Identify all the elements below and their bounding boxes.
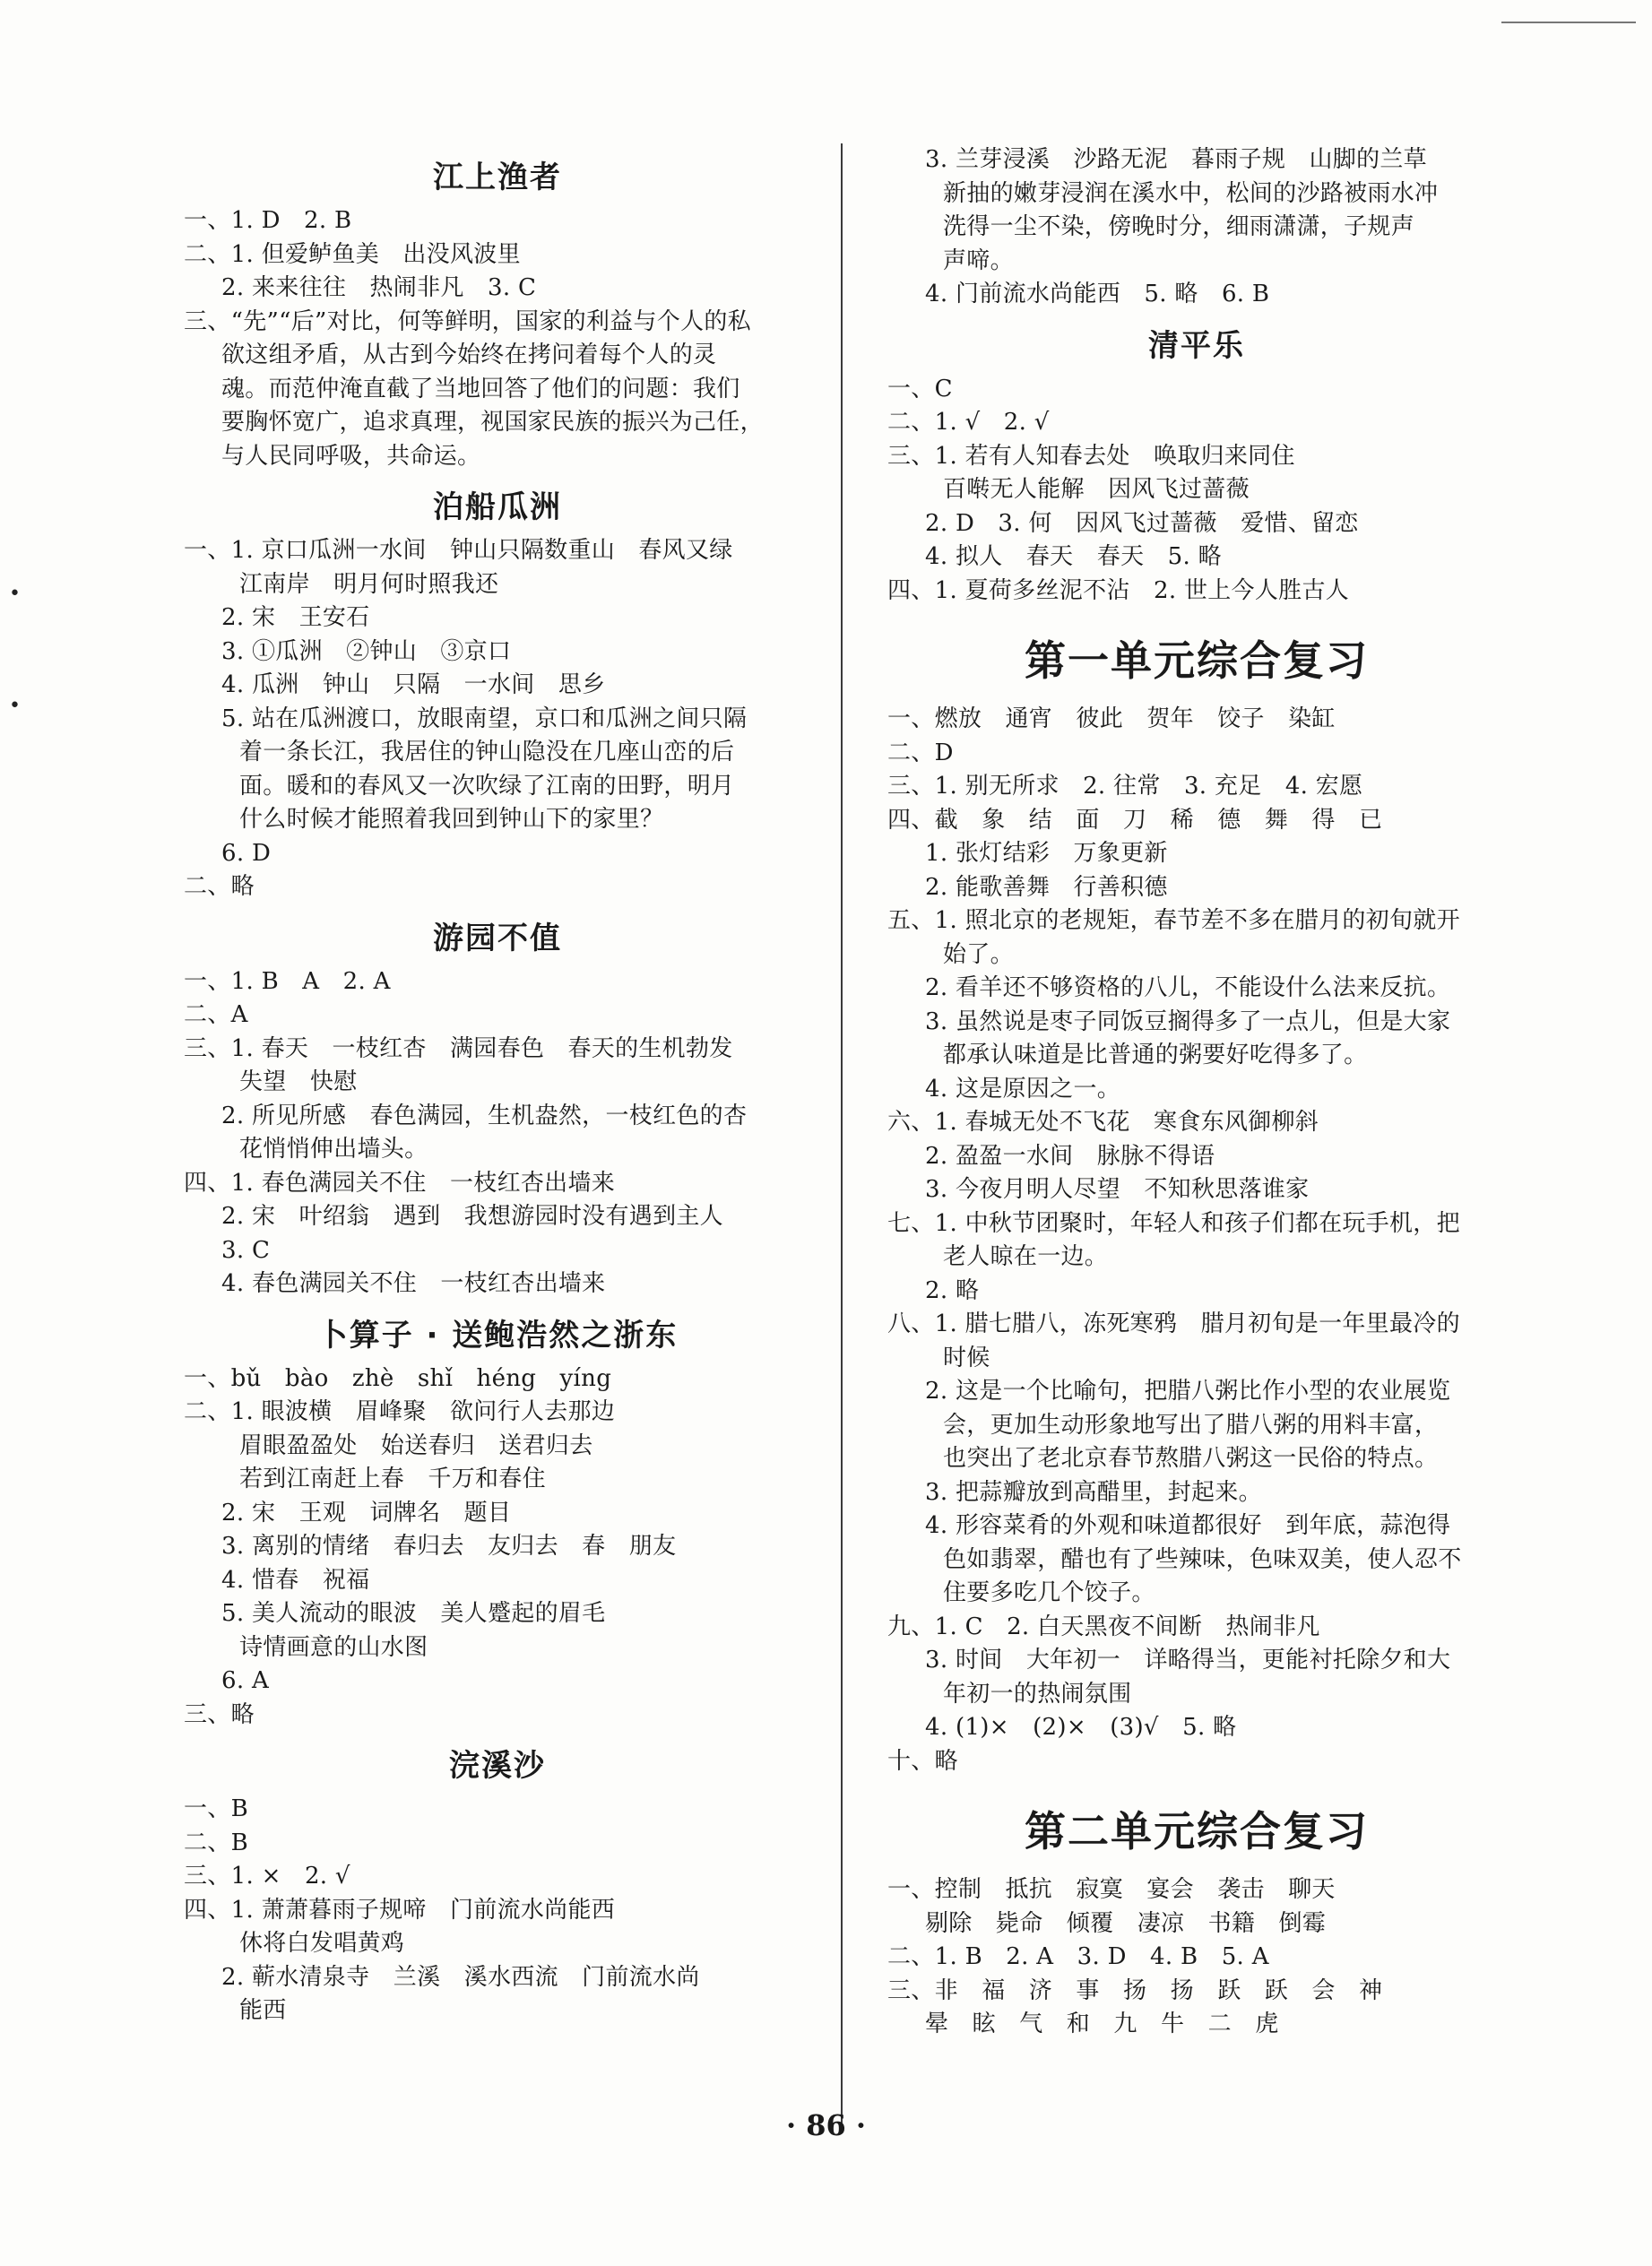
answer-line: 色如翡翠，醋也有了些辣味，色味双美，使人忍不 (943, 1545, 1462, 1573)
answer-line: 四、1. 春色满园关不住 一枝红杏出墙来 (184, 1169, 616, 1197)
answer-line: 晕 眩 气 和 九 牛 二 虎 (925, 2011, 1279, 2037)
answer-line: 6. D (221, 839, 272, 867)
section-title: 江上渔者 (433, 160, 562, 195)
answer-line: 4. 形容菜肴的外观和味道都很好 到年底，蒜泡得 (925, 1512, 1451, 1539)
answer-line: 4. 门前流水尚能西 5. 略 6. B (925, 281, 1270, 307)
answer-line: 2. 来来往往 热闹非凡 3. C (221, 274, 537, 301)
answer-block (184, 965, 811, 1302)
answer-line: 2. 宋 叶绍翁 遇到 我想游园时没有遇到主人 (221, 1203, 723, 1230)
answer-line: 江南岸 明月何时照我还 (239, 570, 499, 598)
answer-line: 二、1. 但爱鲈鱼美 出没风波里 (184, 240, 521, 268)
answer-line: 3. ①瓜洲 ②钟山 ③京口 (221, 637, 512, 665)
answer-block (887, 373, 1506, 609)
answer-line: 六、1. 春城无处不飞花 寒食东风御柳斜 (887, 1109, 1319, 1136)
answer-line: 十、略 (887, 1747, 958, 1775)
answer-line: 4. 瓜洲 钟山 只隔 一水间 思乡 (221, 671, 606, 698)
answer-line: 2. 盈盈一水间 脉脉不得语 (925, 1142, 1215, 1170)
answer-line: 欲这组矛盾，从古到今始终在拷问着每个人的灵 (221, 342, 717, 368)
answer-line: 都承认味道是比普通的粥要好吃得多了。 (943, 1042, 1368, 1068)
answer-line: 2. 略 (925, 1276, 980, 1304)
answer-line: 休将白发唱黄鸡 (239, 1930, 405, 1957)
answer-line: 二、1. B 2. A 3. D 4. B 5. A (887, 1943, 1269, 1970)
answer-line: 二、D (887, 739, 954, 766)
answer-line: 洗得一尘不染，傍晚时分，细雨潇潇，子规声 (943, 213, 1415, 240)
answer-line: 能西 (239, 1997, 287, 2024)
answer-line: 三、1. × 2. √ (184, 1863, 350, 1890)
answer-line: 二、略 (184, 873, 255, 900)
answer-line: 九、1. C 2. 白天黑夜不间断 热闹非凡 (887, 1613, 1320, 1640)
answer-line: 要胸怀宽广，追求真理，视国家民族的振兴为己任， (221, 409, 764, 436)
answer-line: 眉眼盈盈处 始送春归 送君归去 (239, 1431, 593, 1459)
unit-title: 第一单元综合复习 (1025, 636, 1369, 685)
answer-line: 2. 宋 王安石 (221, 604, 370, 631)
answer-line: 面。暖和的春风又一次吹绿了江南的田野，明月 (239, 772, 735, 800)
answer-line: 八、1. 腊七腊八，冻死寒鸦 腊月初旬是一年里最冷的 (887, 1310, 1460, 1337)
answer-line: 诗情画意的山水图 (239, 1633, 428, 1661)
answer-line: 一、C (887, 375, 953, 402)
answer-line: 二、1. √ 2. √ (887, 409, 1050, 436)
answer-line: 老人晾在一边。 (943, 1243, 1109, 1270)
answer-line: 花悄悄伸出墙头。 (239, 1136, 428, 1163)
unit-title: 第二单元综合复习 (1025, 1807, 1369, 1855)
answer-line: 二、1. 眼波横 眉峰聚 欲问行人去那边 (184, 1398, 616, 1425)
answer-line: 四、截 象 结 面 刀 稀 德 舞 得 已 (887, 806, 1383, 834)
answer-block (887, 703, 1506, 1778)
answer-line: 失望 快慰 (239, 1068, 358, 1095)
answer-block (184, 204, 811, 473)
answer-line: 2. 宋 王观 词牌名 题目 (221, 1499, 512, 1527)
answer-line: 四、1. 萧萧暮雨子规啼 门前流水尚能西 (184, 1896, 616, 1924)
answer-line: 一、控制 抵抗 寂寞 宴会 袭击 聊天 (887, 1876, 1336, 1903)
answer-line: 二、A (184, 1001, 248, 1028)
answer-block (184, 534, 811, 904)
answer-line: 2. 能歌善舞 行善积德 (925, 873, 1168, 901)
answer-line: 4. 春色满园关不住 一枝红杏出墙来 (221, 1270, 606, 1297)
left-column (184, 143, 811, 2028)
answer-line: 3. 兰芽浸溪 沙路无泥 暮雨子规 山脚的兰草 (925, 146, 1427, 173)
answer-line: 始了。 (943, 940, 1014, 968)
section-title: 泊船瓜洲 (433, 489, 562, 525)
answer-line: 3. 离别的情绪 春归去 友归去 春 朋友 (221, 1533, 677, 1560)
answer-line: 住要多吃几个饺子。 (943, 1579, 1155, 1606)
answer-line: 4. 这是原因之一。 (925, 1075, 1121, 1103)
section-title: 卜算子 · 送鲍浩然之浙东 (316, 1317, 679, 1354)
section-title: 浣溪沙 (449, 1748, 546, 1784)
answer-line: 魂。而范仲淹直截了当地回答了他们的问题：我们 (221, 375, 740, 402)
margin-dot: • (9, 695, 21, 717)
answer-line: 一、1. D 2. B (184, 207, 352, 234)
column-divider (841, 143, 843, 2124)
answer-line: 四、1. 夏荷多丝泥不沾 2. 世上今人胜古人 (887, 576, 1350, 604)
answer-line: 二、B (184, 1829, 249, 1856)
answer-line: 与人民同呼吸，共命运。 (221, 442, 481, 470)
answer-line: 会，更加生动形象地写出了腊八粥的用料丰富， (943, 1411, 1439, 1439)
answer-line: 3. 虽然说是枣子同饭豆搁得多了一点儿，但是大家 (925, 1008, 1451, 1035)
answer-block (887, 1873, 1506, 2042)
answer-line: 4. 惜春 祝福 (221, 1566, 370, 1594)
answer-line: 五、1. 照北京的老规矩，春节差不多在腊月的初旬就开 (887, 907, 1460, 934)
answer-line: 2. D 3. 何 因风飞过蔷薇 爱惜、留恋 (925, 509, 1359, 537)
answer-line: 2. 这是一个比喻句，把腊八粥比作小型的农业展览 (925, 1378, 1451, 1405)
answer-line: 三、1. 春天 一枝红杏 满园春色 春天的生机勃发 (184, 1034, 733, 1062)
answer-line: 一、1. B A 2. A (184, 967, 391, 995)
right-column (887, 143, 1506, 2042)
answer-line: 声啼。 (943, 246, 1014, 274)
answer-line: 剔除 毙命 倾覆 凄凉 书籍 倒霉 (925, 1909, 1327, 1937)
answer-line: 三、1. 别无所求 2. 往常 3. 充足 4. 宏愿 (887, 773, 1363, 800)
answer-line: 百啭无人能解 因风飞过蔷薇 (943, 476, 1250, 503)
answer-line: 三、略 (184, 1700, 255, 1728)
answer-line: 4. 拟人 春天 春天 5. 略 (925, 543, 1222, 570)
answer-line: 2. 蕲水清泉寺 兰溪 溪水西流 门前流水尚 (221, 1963, 700, 1991)
answer-line: 时候 (943, 1344, 990, 1371)
answer-line: 6. A (221, 1667, 270, 1694)
answer-line: 3. 今夜月明人尽望 不知秋思落谁家 (925, 1176, 1310, 1203)
answer-line: 三、“先”“后”对比，何等鲜明，国家的利益与个人的私 (184, 307, 751, 335)
answer-line: 若到江南赶上春 千万和春住 (239, 1466, 546, 1492)
answer-block (184, 1362, 811, 1733)
answer-line: 新抽的嫩芽浸润在溪水中，松间的沙路被雨水冲 (943, 179, 1439, 207)
top-rule (1501, 22, 1636, 23)
page-number: · 86 · (785, 2108, 867, 2142)
answer-line: 5. 站在瓜洲渡口，放眼南望，京口和瓜洲之间只隔 (221, 705, 748, 732)
answer-line: 也突出了老北京春节熬腊八粥这一民俗的特点。 (943, 1445, 1439, 1472)
answer-line: 3. 时间 大年初一 详略得当，更能衬托除夕和大 (925, 1647, 1451, 1674)
margin-dot: • (9, 583, 21, 605)
answer-line: 5. 美人流动的眼波 美人蹙起的眉毛 (221, 1600, 606, 1627)
answer-line: 3. 把蒜瓣放到高醋里，封起来。 (925, 1478, 1262, 1506)
section-title: 清平乐 (1148, 327, 1245, 364)
answer-line: 2. 看羊还不够资格的八儿，不能设什么法来反抗。 (925, 974, 1451, 1001)
answer-line: 三、非 福 济 事 扬 扬 跃 跃 会 神 (887, 1976, 1383, 2004)
answer-line: 七、1. 中秋节团聚时，年轻人和孩子们都在玩手机，把 (887, 1209, 1460, 1237)
answer-line: 2. 所见所感 春色满园，生机盎然，一枝红色的杏 (221, 1102, 748, 1129)
answer-line: 一、1. 京口瓜洲一水间 钟山只隔数重山 春风又绿 (184, 537, 733, 564)
answer-line: 一、bǔ bào zhè shǐ héng yíng (184, 1364, 612, 1392)
answer-line: 什么时候才能照着我回到钟山下的家里？ (239, 806, 664, 833)
answer-line: 3. C (221, 1236, 271, 1264)
answer-line: 一、B (184, 1795, 249, 1822)
answer-line: 1. 张灯结彩 万象更新 (925, 840, 1168, 867)
answer-line: 一、燃放 通宵 彼此 贺年 饺子 染缸 (887, 705, 1336, 732)
answer-line: 着一条长江，我居住的钟山隐没在几座山峦的后 (239, 739, 735, 765)
section-title: 游园不值 (433, 920, 562, 956)
answer-line: 4. (1)× (2)× (3)√ 5. 略 (925, 1714, 1237, 1741)
answer-block (184, 1793, 811, 2028)
answer-line: 三、1. 若有人知春去处 唤取归来同住 (887, 442, 1295, 470)
answer-block (887, 143, 1506, 312)
answer-line: 年初一的热闹氛围 (943, 1680, 1132, 1708)
